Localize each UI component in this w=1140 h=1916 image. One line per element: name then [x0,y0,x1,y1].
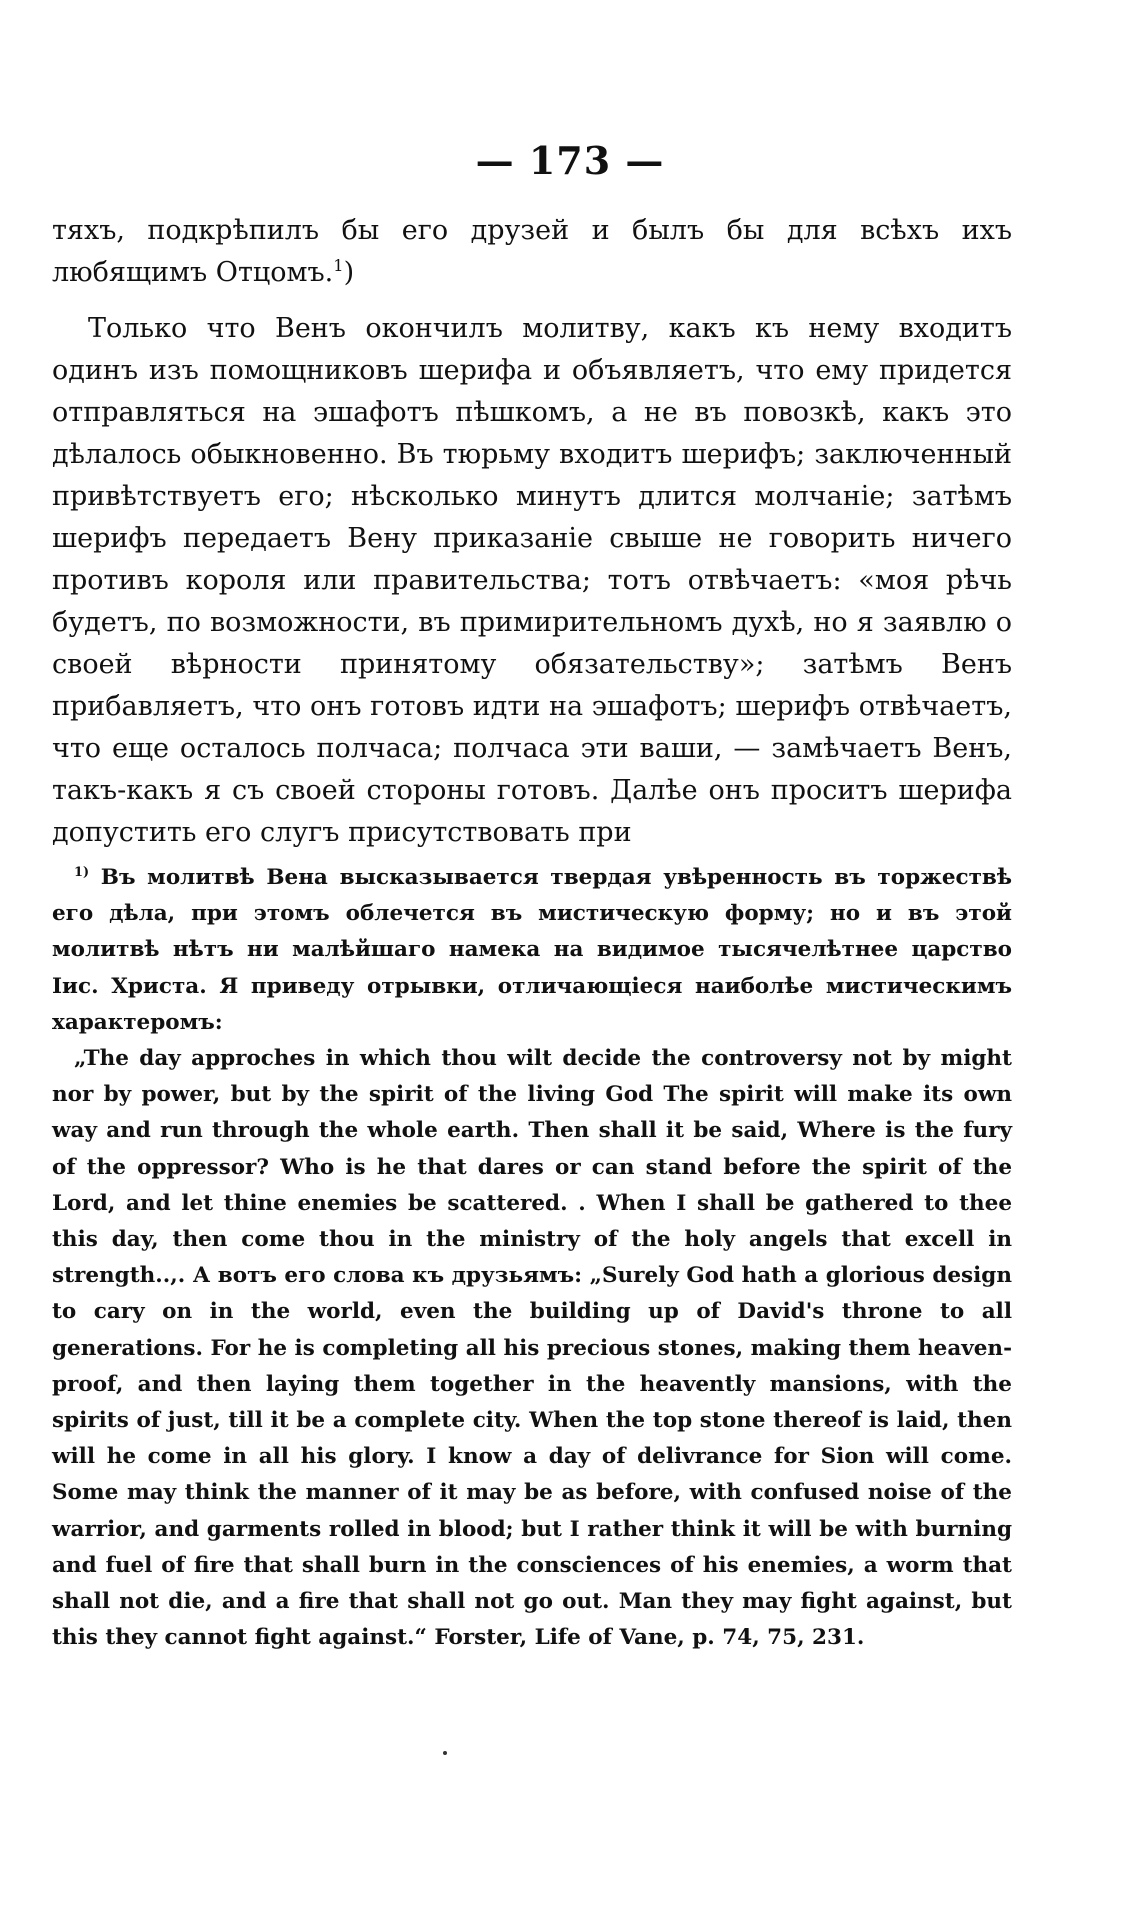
footnote-quote-part2: „Surely God hath a glorious design to cary on in the world, even the building up of David's throne to all generations. For he is completing all his precious stones, making them heaven-proof, and then laying them together in the heavently mansions, with the spirits of just, till it be a complete city. When the top stone thereof is laid, then will he come in all his glory. I know a day of delivrance for Sion will come. Some may think the manner of it may be as before, with confused noise of the warrior, and garments rolled in blood; but I rather think it will be with burning and fuel of fire that shall burn in the consciences of his enemies, a worm that shall not die, and a fire that shall not go out. Man they may fight against, but this they cannot fight against.“ [52,1263,1012,1651]
footnote-quote-part1: „The day approches in which thou wilt decide the controversy not by might nor by power, but by the spirit of the living God The spirit will make its own way and run through the whole earth. Then shall it be said, Where is the fury of the oppressor? Who is he that dares or can stand before the spirit of the Lord, and let thine enemies be scattered. . When I shall be gathered to thee this day, then come thou in the ministry of the holy angels that excell in strength..,. [52,1046,1012,1289]
footnote-marker: 1) [74,864,90,880]
footnote-quote [52,1041,1012,1656]
paragraph-continuation [52,210,1012,294]
page-number: — 173 — [475,138,665,183]
footnote-russian-mid: А вотъ его слова къ друзьямъ: [192,1263,583,1289]
paragraph-1-text: тяхъ, подкрѣпилъ бы его друзей и былъ бы для всѣхъ ихъ любящимъ Отцомъ. [52,215,1012,288]
paragraph-2: Только что Венъ окончилъ молитву, какъ къ нему входитъ одинъ изъ помощниковъ шерифа и объявляетъ, что ему придется отправляться на эшафотъ пѣшкомъ, а не въ повозкѣ, какъ это дѣлалось обыкновенно. Въ тюрьму входитъ шерифъ; заключенный привѣтствуетъ его; нѣсколько минутъ длится молчаніе; затѣмъ шерифъ передаетъ Вену приказаніе свыше не говорить ничего противъ короля или правительства; тотъ отвѣчаетъ: «моя рѣчь будетъ, по возможности, въ примирительномъ духѣ, но я заявлю о своей вѣрности принятому обязательству»; затѣмъ Венъ прибавляетъ, что онъ готовъ идти на эшафотъ; шерифъ отвѣчаетъ, что еще осталось полчаса; полчаса эти ваши, — замѣчаетъ Венъ, такъ-какъ я съ своей стороны готовъ. Далѣе онъ проситъ шерифа допустить его слугъ присутствовать при [52,313,1012,848]
footnote-1 [52,860,1012,1041]
print-speck [443,1751,447,1755]
footnote-reference: 1 [333,256,344,275]
main-text [52,210,1012,854]
footnote-citation: Forster, Life of Vane, p. 74, 75, 231. [434,1625,865,1651]
footnote-russian-intro: Въ молитвѣ Вена высказывается твердая увѣренность въ торжествѣ его дѣла, при этомъ облечется въ мистическую форму; но и въ этой молитвѣ нѣтъ ни малѣйшаго намека на видимое тысячелѣтнее царство Іис. Христа. Я приведу отрывки, отличающіеся наиболѣе мистическимъ характеромъ: [52,865,1012,1035]
paragraph-1-end: ) [343,257,355,288]
footnotes [52,860,1012,1656]
